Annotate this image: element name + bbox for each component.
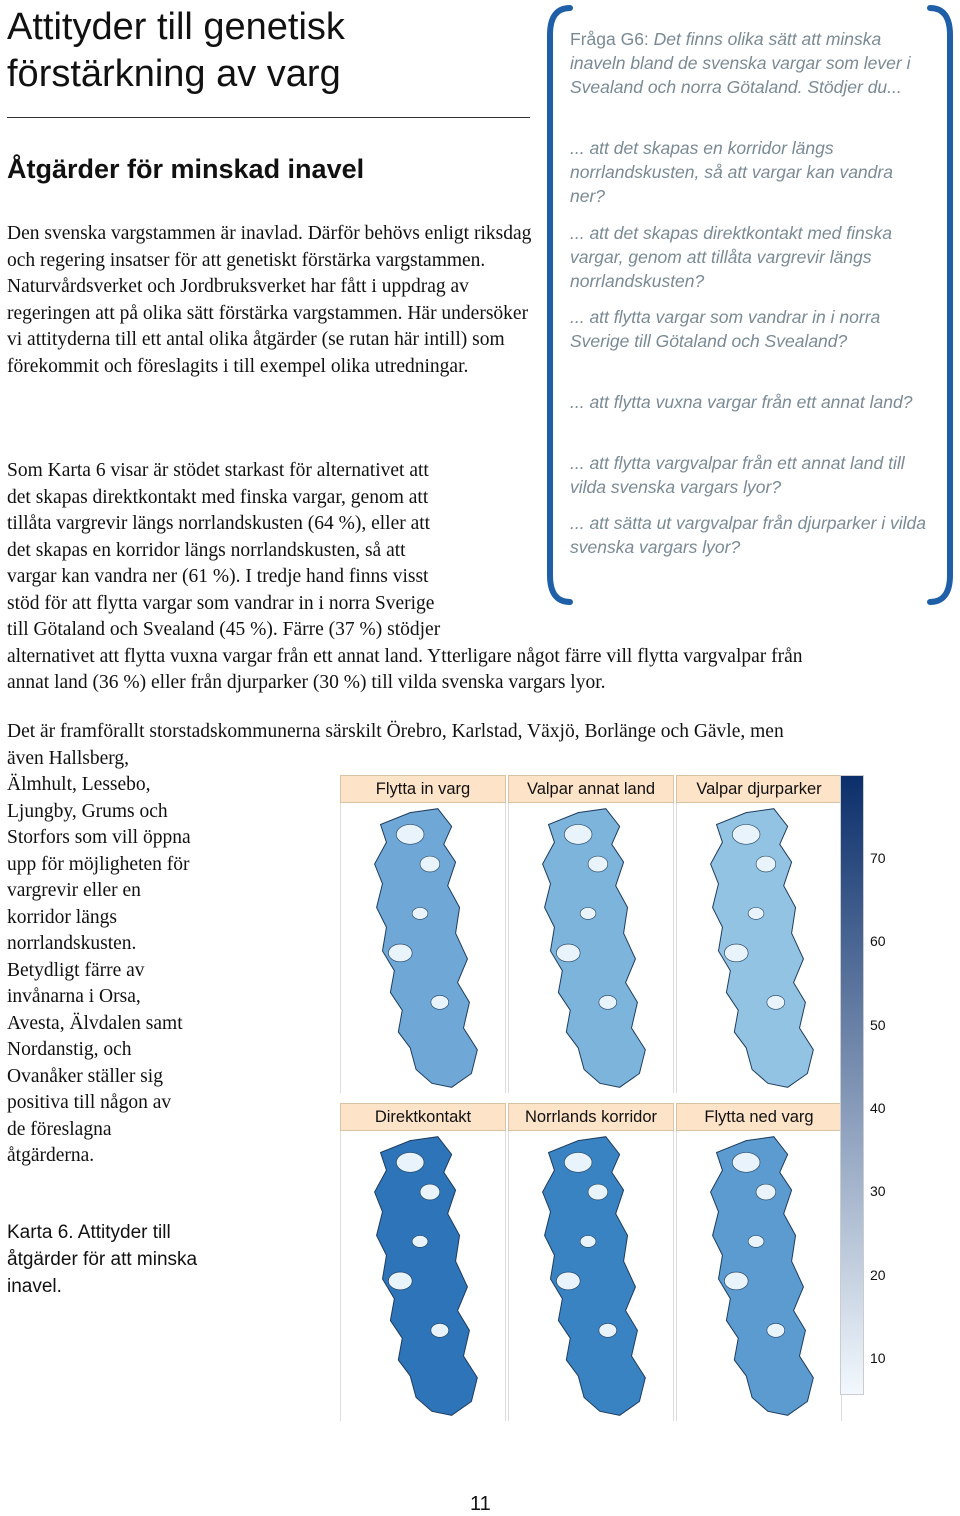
title-rule	[7, 117, 530, 118]
municipalities-paragraph-wide	[7, 719, 947, 772]
paragraph-line: norrlandskusten.	[7, 933, 137, 954]
paragraph-line: korridor längs	[7, 906, 117, 928]
question-box	[546, 5, 954, 605]
paragraph-line: Ovanåker ställer sig	[7, 1065, 163, 1087]
question-option: ... att flytta vuxna vargar från ett annat land?	[570, 392, 913, 412]
paragraph-line: de föreslagna	[7, 1118, 112, 1140]
legend-tick-label: 30	[870, 1183, 886, 1199]
paragraph-line: Storfors som vill öppna	[7, 827, 191, 848]
paragraph-line: åtgärderna.	[7, 1145, 95, 1166]
legend-tick-label: 70	[870, 850, 886, 866]
sweden-map	[676, 803, 842, 1093]
paragraph-line: positiva till någon av	[7, 1092, 172, 1113]
page-number: 11	[470, 1493, 491, 1515]
paragraph-line: Det är framförallt storstadskommunerna särskilt Örebro, Karlstad, Växjö, Borlänge och Gävle, men	[7, 721, 784, 742]
legend-tick-label: 20	[870, 1267, 886, 1283]
question-text	[570, 27, 930, 99]
paragraph-line: till Götaland och Svealand (45 %). Färre (37 %) stödjer	[7, 619, 441, 640]
sweden-map	[676, 1131, 842, 1421]
question-option: ... att flytta vargvalpar från ett annat land till vilda svenska vargars lyor?	[570, 453, 905, 497]
map-panel	[508, 775, 674, 1093]
paragraph-line: Avesta, Älvdalen samt	[7, 1012, 183, 1034]
sweden-map	[340, 1131, 506, 1421]
legend-tick-label: 60	[870, 933, 886, 949]
map-legend-bar	[840, 775, 864, 1395]
question-body: Det finns olika sätt att minska inaveln bland de svenska vargar som lever i Svealand och norra Götaland. Stödjer du...	[570, 29, 911, 97]
paragraph-line: upp för möjligheten för	[7, 853, 190, 875]
page-title: Attityder till genetisk förstärkning av varg	[7, 6, 345, 95]
question-label: Fråga G6:	[570, 29, 649, 49]
paragraph-line: det skapas en korridor längs norrlandskusten, så att	[7, 539, 406, 561]
paragraph-line: vargar kan vandra ner (61 %). I tredje hand finns visst	[7, 566, 429, 587]
legend-tick-label: 40	[870, 1100, 886, 1116]
right-bracket	[926, 5, 954, 605]
question-option: ... att det skapas direktkontakt med finska vargar, genom att tillåta vargrevir längs norrlandskusten?	[570, 223, 892, 291]
legend-tick-label: 10	[870, 1350, 886, 1366]
paragraph-line: Ljungby, Grums och	[7, 800, 168, 822]
paragraph-line: alternativet att flytta vuxna vargar från ett annat land. Ytterligare något färre vill flytta vargvalpar från	[7, 645, 803, 667]
question-option: ... att det skapas en korridor längs norrlandskusten, så att vargar kan vandra ner?	[570, 138, 893, 206]
paragraph-line: det skapas direktkontakt med finska vargar, genom att	[7, 486, 429, 508]
paragraph-line: Betydligt färre av	[7, 959, 145, 981]
legend-tick-label: 50	[870, 1017, 886, 1033]
paragraph-line: tillåta vargrevir längs norrlandskusten (64 %), eller att	[7, 513, 431, 534]
paragraph-line: även Hallsberg,	[7, 747, 130, 769]
map-panel-title: Flytta in varg	[340, 775, 506, 803]
paragraph-line: Som Karta 6 visar är stödet starkast för alternativet att	[7, 460, 429, 481]
map-panel	[508, 1103, 674, 1421]
paragraph-line: Nordanstig, och	[7, 1039, 132, 1060]
map-figure	[340, 775, 900, 1395]
municipalities-paragraph-narrow	[7, 772, 237, 1170]
paragraph-line: vargrevir eller en	[7, 880, 141, 901]
map-panel-title: Valpar annat land	[508, 775, 674, 803]
map-panel	[676, 775, 842, 1093]
paragraph-line: annat land (36 %) eller från djurparker (30 %) till vilda svenska vargars lyor.	[7, 672, 606, 693]
sweden-map	[340, 803, 506, 1093]
paragraph-line: invånarna i Orsa,	[7, 986, 141, 1007]
map-panel	[676, 1103, 842, 1421]
map-panel-title: Valpar djurparker	[676, 775, 842, 803]
sweden-map	[508, 1131, 674, 1421]
map-panel-title: Norrlands korridor	[508, 1103, 674, 1131]
map-panel-title: Flytta ned varg	[676, 1103, 842, 1131]
paragraph-line: Älmhult, Lessebo,	[7, 774, 151, 795]
question-option: ... att sätta ut vargvalpar från djurparker i vilda svenska vargars lyor?	[570, 513, 926, 557]
question-option: ... att flytta vargar som vandrar in i norra Sverige till Götaland och Svealand?	[570, 307, 881, 351]
map-panel-title: Direktkontakt	[340, 1103, 506, 1131]
section-heading: Åtgärder för minskad inavel	[7, 154, 365, 184]
intro-paragraph: Den svenska vargstammen är inavlad. Därför behövs enligt riksdag och regering insatser för att genetiskt förstärka vargstammen. Naturvårdsverket och Jordbruksverket har fått i uppdrag av regeringen att på olika sätt förstärka vargstammen. Här undersöker vi attityderna till ett antal olika åtgärder (se rutan här intill) som förekommit och föreslagits i till exempel olika utredningar.	[7, 223, 532, 377]
sweden-map	[508, 803, 674, 1093]
paragraph-line: stöd för att flytta vargar som vandrar in i norra Sverige	[7, 592, 435, 614]
map-caption: Karta 6. Attityder till åtgärder för att minska inavel.	[7, 1222, 198, 1297]
map-panel	[340, 1103, 506, 1421]
map-panel	[340, 775, 506, 1093]
